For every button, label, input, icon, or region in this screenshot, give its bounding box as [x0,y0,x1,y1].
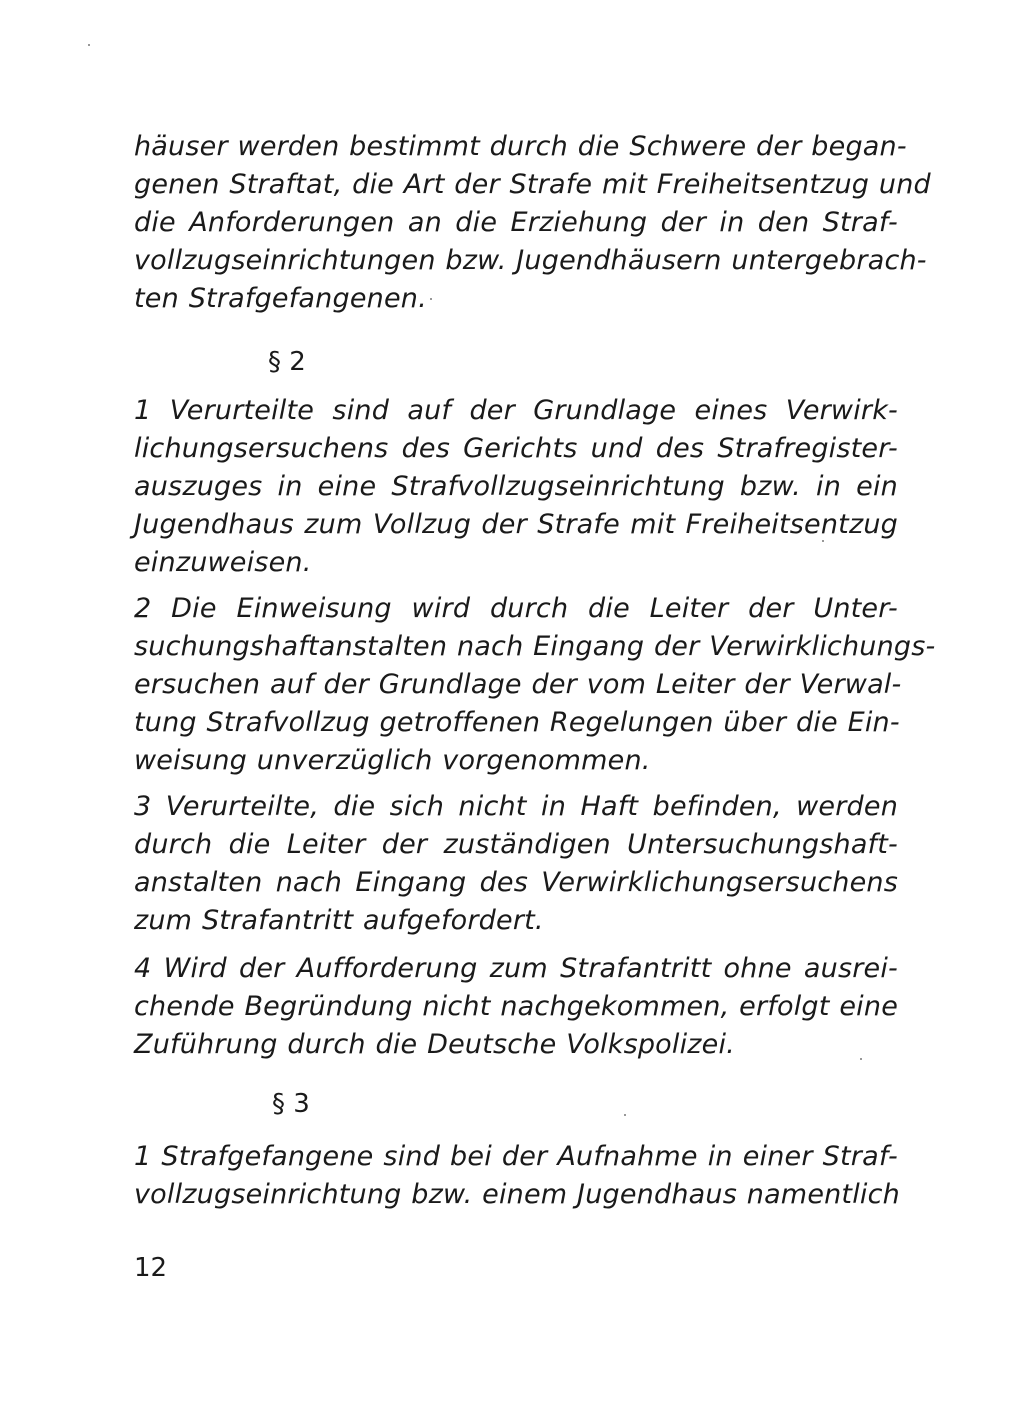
paragraph-line: durch die Leiter der zuständigen Untersuchungshaft- [134,829,898,860]
paragraph-line: tung Strafvollzug getroffenen Regelungen über die Ein- [134,707,900,738]
paragraph-line: auszuges in eine Strafvollzugseinrichtung bzw. in ein [134,471,898,502]
section-heading-2: § 2 [268,347,306,377]
paragraph-line: 3 Verurteilte, die sich nicht in Haft befinden, werden [134,791,898,822]
section-heading-3: § 3 [272,1089,310,1119]
scan-speck [822,540,824,542]
scan-speck [624,1114,626,1116]
paragraph-line: 1 Strafgefangene sind bei der Aufnahme in einer Straf- [134,1141,898,1172]
intro-line: vollzugseinrichtungen bzw. Jugendhäusern untergebrach- [134,245,927,276]
intro-line: genen Straftat, die Art der Strafe mit Freiheitsentzug und [134,169,931,200]
paragraph-line: lichungsersuchens des Gerichts und des Strafregister- [134,433,898,464]
scan-speck [88,44,90,46]
paragraph-line: 1 Verurteilte sind auf der Grundlage eines Verwirk- [134,395,898,426]
paragraph-line: 4 Wird der Aufforderung zum Strafantritt ohne ausrei- [134,953,898,984]
paragraph-line: Zuführung durch die Deutsche Volkspolizei. [134,1029,735,1060]
paragraph-line: weisung unverzüglich vorgenommen. [134,745,651,776]
paragraph-line: einzuweisen. [134,547,312,578]
paragraph-line: anstalten nach Eingang des Verwirklichungsersuchens [134,867,898,898]
paragraph-line: zum Strafantritt aufgefordert. [134,905,544,936]
paragraph-line: ersuchen auf der Grundlage der vom Leiter der Verwal- [134,669,902,700]
intro-line: häuser werden bestimmt durch die Schwere der began- [134,131,907,162]
paragraph-line: chende Begründung nicht nachgekommen, erfolgt eine [134,991,898,1022]
paragraph-line: vollzugseinrichtung bzw. einem Jugendhaus namentlich [134,1179,900,1210]
scan-speck [430,298,432,300]
page-number: 12 [134,1253,168,1283]
intro-line: die Anforderungen an die Erziehung der in den Straf- [134,207,898,238]
paragraph-line: suchungshaftanstalten nach Eingang der Verwirklichungs- [134,631,936,662]
intro-line: ten Strafgefangenen. [134,283,427,314]
paragraph-line: 2 Die Einweisung wird durch die Leiter der Unter- [134,593,898,624]
paragraph-line: Jugendhaus zum Vollzug der Strafe mit Freiheitsentzug [134,509,898,540]
scan-speck [860,1058,862,1060]
